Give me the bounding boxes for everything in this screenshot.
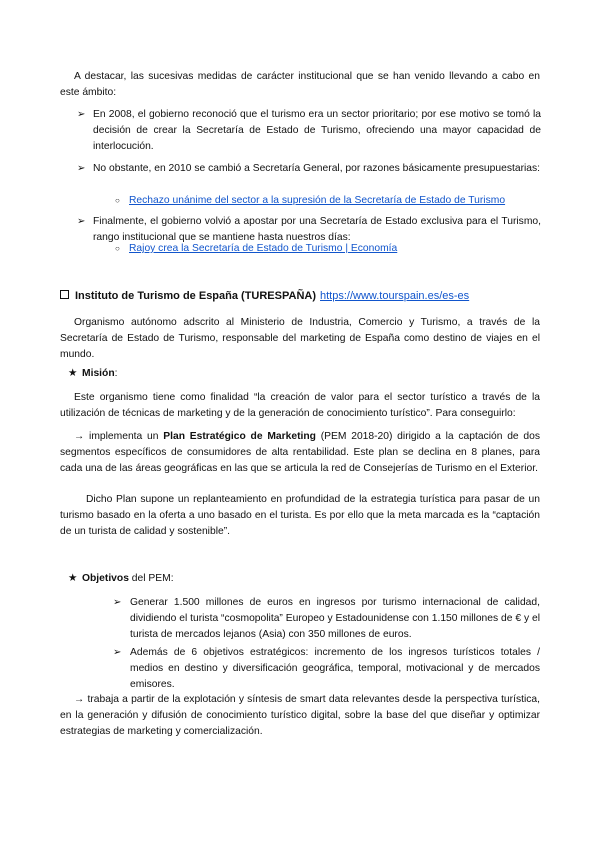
plan-suffix: (PEM 2018-20) dirigido a la captación de dos segmentos específicos de consumidores de alta rentabilidad. Este plan se declina en 8 planes, para cada una de las áreas geográficas en las que se articula la red de Consejerías de Turismo en el Exterior. — [60, 431, 541, 474]
star-bullet-icon: ★ — [68, 573, 78, 584]
organismo-paragraph: Organismo autónomo adscrito al Ministerio de Industria, Comercio y Turismo, a través de la Secretaría de Estado de Turismo, responsable del marketing de España como destino de viajes en el mundo. — [60, 317, 540, 360]
circle-bullet-icon: ○ — [115, 196, 120, 205]
mision-label — [68, 366, 117, 382]
mision-title: Misión — [82, 368, 115, 379]
objetivos-title: Objetivos — [82, 573, 129, 584]
checkbox-square-icon — [60, 290, 69, 299]
mision-paragraph: Este organismo tiene como finalidad “la creación de valor para el sector turístico a través de la utilización de técnicas de marketing y de la generación de conocimiento turístico”. Para conseguirlo: — [60, 392, 540, 419]
arrow-bullet-icon: ➢ — [113, 647, 122, 658]
plan-paragraph — [60, 429, 540, 477]
objetivo-item: Generar 1.500 millones de euros en ingresos por turismo internacional de calidad, dividiendo el turista “cosmopolita” Europeo y Estadounidense con 1.150 millones de € y el turista de mercados lejanos (Asia) con 350 millones de euros. — [130, 597, 540, 640]
plan-bold: Plan Estratégico de Marketing — [163, 431, 316, 442]
tourspain-url-link[interactable]: https://www.tourspain.es/es-es — [320, 290, 470, 302]
arrow-bullet-icon: ➢ — [77, 163, 86, 174]
section-title: Instituto de Turismo de España (TURESPAÑA) — [75, 290, 316, 302]
arrow-bullet-icon: ➢ — [77, 109, 86, 120]
trabaja-paragraph: → trabaja a partir de la explotación y síntesis de smart data relevantes desde la perspectiva turística, en la generación y difusión de conocimiento turístico digital, sobre la base del que diseñar y optimizar estrategias de marketing y comercialización. — [60, 694, 540, 737]
objetivos-rest: del PEM: — [128, 573, 174, 584]
arrow-bullet-icon: ➢ — [113, 597, 122, 608]
link-rajoy-crea[interactable]: Rajoy crea la Secretaría de Estado de Turismo | Economía — [129, 243, 398, 254]
objetivo-item: Además de 6 objetivos estratégicos: incremento de los ingresos turísticos totales / medios en destino y diversificación geográfica, temporal, motivacional y de mercados emisores. — [130, 647, 540, 690]
dicho-paragraph: Dicho Plan supone un replanteamiento en profundidad de la estrategia turística para pasar de un turismo basado en la oferta a uno basado en el turista. Es por ello que la meta marcada es la “captación de un turista de calidad y sostenible”. — [60, 494, 540, 537]
circle-bullet-icon: ○ — [115, 244, 120, 253]
bullet-2008: En 2008, el gobierno reconoció que el turismo era un sector prioritario; por ese motivo se tomó la decisión de crear la Secretaría de Estado de Turismo, ofreciendo una mayor capacidad de interlocución. — [93, 109, 541, 152]
arrow-bullet-icon: ➢ — [77, 216, 86, 227]
section-heading — [60, 288, 469, 304]
bullet-2010: No obstante, en 2010 se cambió a Secretaría General, por razones básicamente presupuestarias: — [93, 163, 541, 174]
plan-prefix: → implementa un — [74, 431, 164, 442]
intro-paragraph: A destacar, las sucesivas medidas de carácter institucional que se han venido llevando a cabo en este ámbito: — [60, 71, 540, 98]
bullet-finalmente: Finalmente, el gobierno volvió a apostar por una Secretaría de Estado exclusiva para el Turismo, rango institucional que se mantiene hasta nuestros días: — [93, 216, 541, 243]
star-bullet-icon: ★ — [68, 368, 78, 379]
link-rechazo-unanime[interactable]: Rechazo unánime del sector a la supresión de la Secretaría de Estado de Turismo — [129, 195, 506, 206]
mision-colon: : — [114, 368, 118, 379]
objetivos-label — [68, 571, 174, 587]
